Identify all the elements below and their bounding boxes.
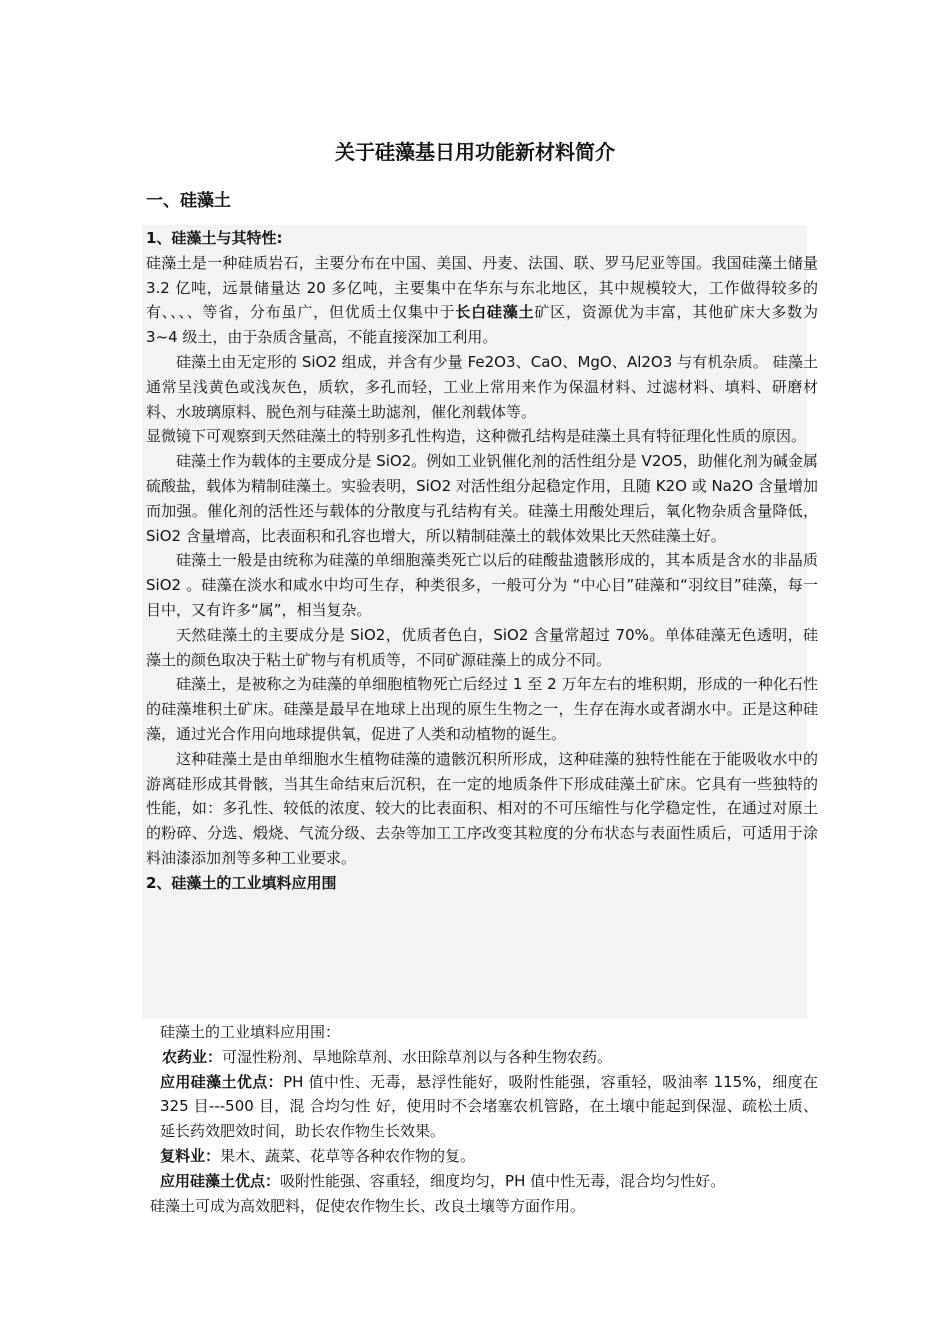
document-title: 关于硅藻基日用功能新材料简介 xyxy=(335,140,615,164)
subheading: 2、硅藻土的工业填料应用围 xyxy=(146,873,337,892)
section-body xyxy=(146,226,818,896)
paragraph xyxy=(146,1045,818,1070)
label-text: 应用硅藻土优点： xyxy=(160,1072,284,1091)
paragraph: 天然硅藻土的主要成分是 SiO2，优质者色白，SiO2 含量常超过 70%。单体硅藻无色透明，硅藻土的颜色取决于粘土矿物与有机质等，不同矿源硅藻上的成分不同。 xyxy=(146,625,818,669)
paragraph: 硅藻土由无定形的 SiO2 组成，并含有少量 Fe2O3、CaO、MgO、Al2O3 与有机杂质。 硅藻土通常呈浅黄色或浅灰色，质软，多孔而轻，工业上常用来作为保温材料、过滤材料、填料、研磨材料、水玻璃原料、脱色剂与硅藻土助滤剂，催化剂载体等。 xyxy=(146,352,818,421)
label-text: 农药业： xyxy=(162,1047,223,1066)
paragraph: 显微镜下可观察到天然硅藻土的特别多孔性构造，这种微孔结构是硅藻土具有特征理化性质的原因。 xyxy=(146,427,807,446)
subheading: 1、硅藻土与其特性: xyxy=(146,229,283,247)
paragraph: 硅藻土可成为高效肥料，促使农作物生长、改良土壤等方面作用。 xyxy=(150,1196,586,1215)
paragraph: 硅藻土，是被称之为硅藻的单细胞植物死亡后经过 1 至 2 万年左右的堆积期，形成的一种化石性的硅藻堆积土矿床。硅藻是最早在地球上出现的原生生物之一，生存在海水或者湖水中。正是这种硅藻，通过光合作用向地球提供氧，促进了人类和动植物的诞生。 xyxy=(146,675,818,743)
paragraph-text: 吸附性能强、容重轻，细度均匀，PH 值中性无毒，混合均匀性好。 xyxy=(280,1171,726,1190)
application-section xyxy=(146,1020,818,1218)
label-text: 应用硅藻土优点： xyxy=(160,1171,281,1190)
paragraph xyxy=(146,1070,818,1144)
label-text: 复料业： xyxy=(160,1146,221,1165)
paragraph: 硅藻土一般是由统称为硅藻的单细胞藻类死亡以后的硅酸盐遗骸形成的，其本质是含水的非晶质 SiO2 。硅藻在淡水和咸水中均可生存，种类很多，一般可分为 “中心目”硅藻和“羽纹目”硅藻，每一目中，又有许多“属”，相当复杂。 xyxy=(146,551,818,619)
paragraph-text: 硅藻土是一种硅质岩石，主要分布在中国、美国、丹麦、法国、联、罗马尼亚等国。我国硅藻土储量 3.2 亿吨，远景储量达 20 多亿吨，主要集中在华东与东北地区，其中规模较大，工作做得较多的有、、、、等省，分布虽广，但优质土仅集中于 xyxy=(146,253,818,322)
paragraph-text: 矿区，资源优为丰富，其他矿床大多数为 3~4 级土，由于杂质含量高，不能直接深加工利用。 xyxy=(146,303,818,347)
emphasis-text: 长白硅藻土 xyxy=(455,303,535,322)
paragraph xyxy=(146,251,818,350)
paragraph-text: PH 值中性、无毒，悬浮性能好，吸附性能强，容重轻，吸油率 115%，细度在 325 目---500 目，混 合均匀性 好，使用时不会堵塞农机管路，在土壤中能起到保湿、疏松土质、延长药效肥效时间，助长农作物生长效果。 xyxy=(160,1072,818,1141)
paragraph: 这种硅藻土是由单细胞水生植物硅藻的遗骸沉积所形成，这种硅藻的独特性能在于能吸收水中的游离硅形成其骨骸，当其生命结束后沉积，在一定的地质条件下形成硅藻土矿床。它具有一些独特的性能，如：多孔性、较低的浓度、较大的比表面积、相对的不可压缩性与化学稳定性，在通过对原土的粉碎、分选、煅烧、气流分级、去杂等加工工序改变其粒度的分布状态与表面性质后，可适用于涂料油漆添加剂等多种工业要求。 xyxy=(146,749,818,867)
paragraph: 硅藻土作为载体的主要成分是 SiO2。例如工业钒催化剂的活性组分是 V2O5，助催化剂为碱金属硫酸盐，载体为精制硅藻土。实验表明，SiO2 对活性组分起稳定作用，且随 K2O 或 Na2O 含量增加而加强。催化剂的活性还与载体的分散度与孔结构有关。硅藻土用酸处理后，氧化物杂质含量降低， SiO2 含量增高，比表面积和孔容也增大，所以精制硅藻土的载体效果比天然硅藻土好。 xyxy=(146,452,818,545)
paragraph-text: 可湿性粉剂、旱地除草剂、水田除草剂以与各种生物农药。 xyxy=(222,1047,613,1066)
paragraph: 硅藻土的工业填料应用围： xyxy=(160,1023,341,1041)
paragraph xyxy=(146,1169,818,1194)
section-heading: 一、硅藻土 xyxy=(146,191,231,211)
paragraph-text: 果木、蔬菜、花草等各种农作物的复。 xyxy=(220,1146,476,1165)
paragraph xyxy=(146,1144,818,1169)
